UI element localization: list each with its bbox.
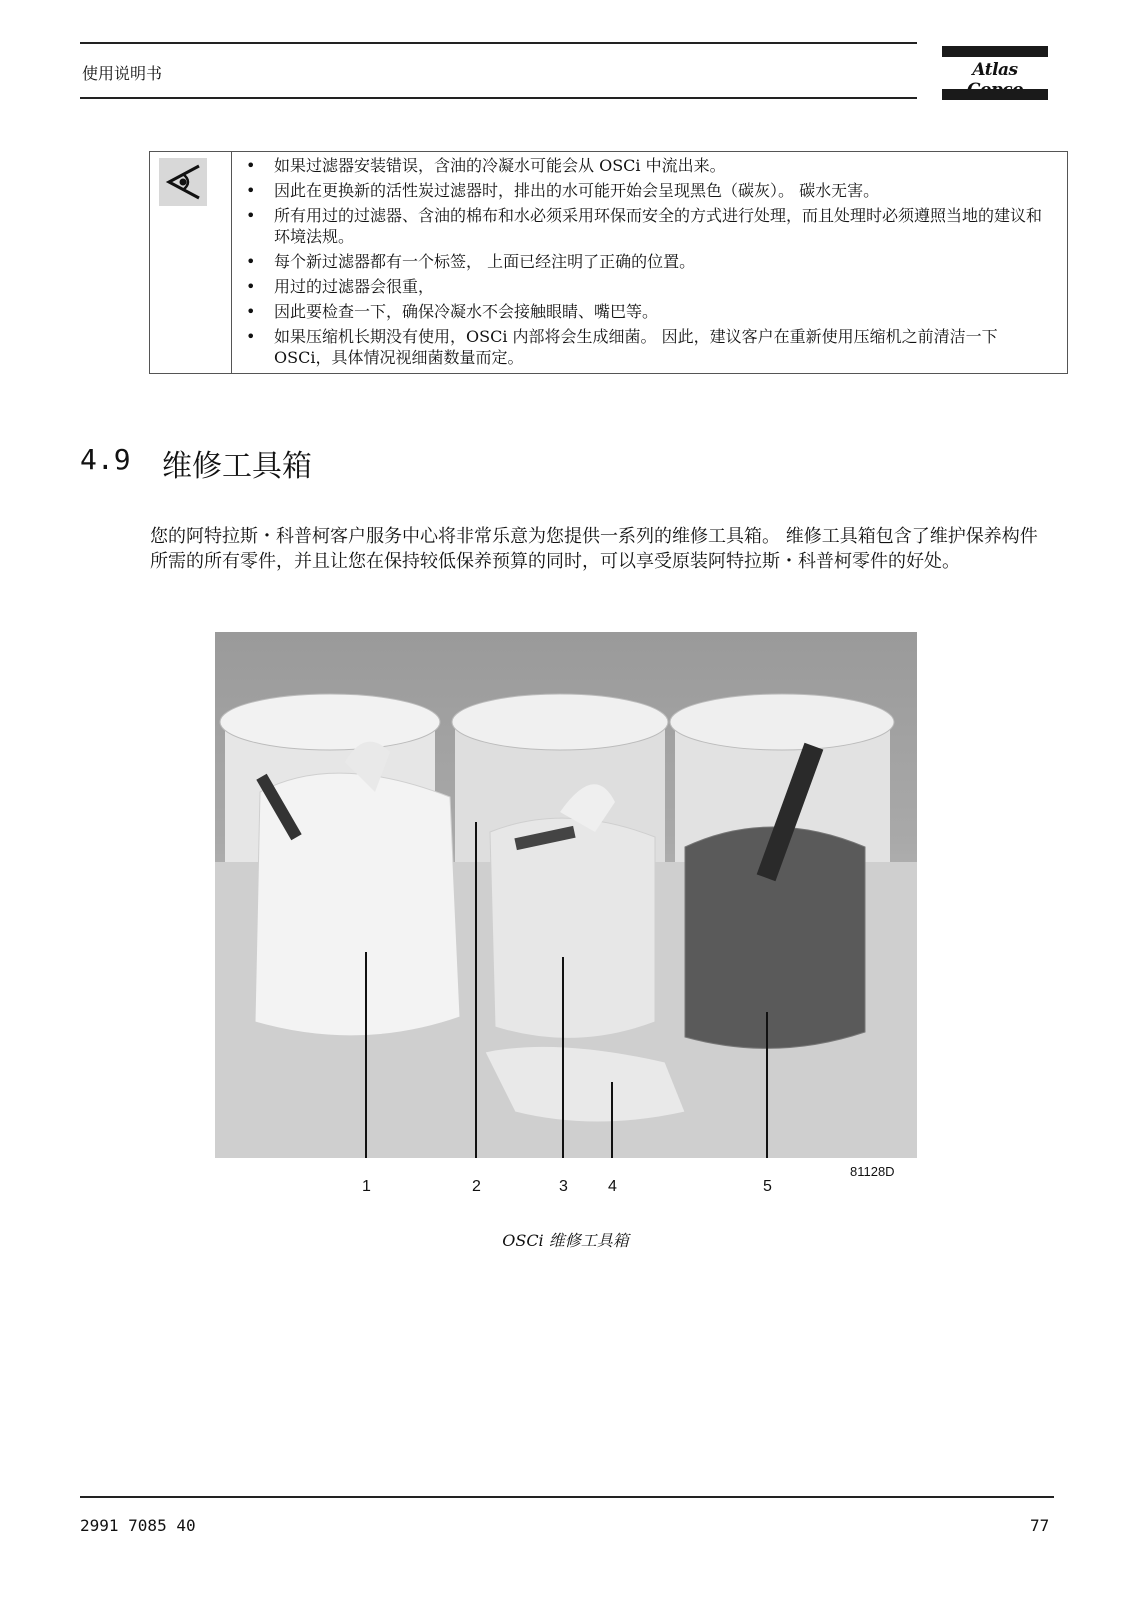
note-item-5: • 用过的过滤器会很重，	[242, 276, 1052, 297]
callout-3: 3	[559, 1178, 568, 1195]
document-number: 2991 7085 40	[80, 1516, 196, 1535]
note-item-1: • 如果过滤器安装错误，含油的冷凝水可能会从 OSCi 中流出来。	[242, 155, 1052, 176]
logo-bar-top	[942, 46, 1048, 57]
header-title: 使用说明书	[82, 64, 163, 83]
callout-1: 1	[362, 1178, 371, 1195]
eye-caution-icon	[159, 158, 207, 206]
note-item-2: • 因此在更换新的活性炭过滤器时，排出的水可能开始会呈现黑色（碳灰）。 碳水无害。	[242, 180, 1052, 201]
section-title: 维修工具箱	[162, 449, 312, 484]
note-item-7: • 如果压缩机长期没有使用，OSCi 内部将会生成细菌。 因此，建议客户在重新使用压缩机之前清洁一下 OSCi，具体情况视细菌数量而定。	[242, 326, 1052, 368]
page-number: 77	[1030, 1516, 1050, 1535]
callout-4: 4	[608, 1178, 617, 1195]
section-number: 4.9	[80, 443, 131, 476]
footer-rule	[80, 1496, 1054, 1498]
service-kit-photo	[215, 632, 917, 1158]
note-item-4: • 每个新过滤器都有一个标签， 上面已经注明了正确的位置。	[242, 251, 1052, 272]
section-paragraph: 您的阿特拉斯・科普柯客户服务中心将非常乐意为您提供一系列的维修工具箱。 维修工具箱包含了维护保养构件所需的所有零件，并且让您在保持较低保养预算的同时，可以享受原装阿特拉斯・科普柯零件的好处。	[150, 526, 1038, 572]
figure-code: 81128D	[850, 1164, 895, 1179]
atlas-copco-logo	[942, 46, 1048, 100]
note-item-3: • 所有用过的过滤器、含油的棉布和水必须采用环保而安全的方式进行处理，而且处理时必须遵照当地的建议和环境法规。	[242, 205, 1052, 247]
caution-note	[149, 151, 1068, 374]
callout-2: 2	[472, 1178, 481, 1195]
note-icon-cell	[150, 152, 232, 373]
header-rule-bottom	[80, 97, 917, 99]
logo-text: Atlas	[972, 60, 1018, 80]
logo-bar-bottom	[942, 89, 1048, 100]
callout-5: 5	[763, 1178, 772, 1195]
header-rule-top	[80, 42, 917, 44]
note-item-6: • 因此要检查一下，确保冷凝水不会接触眼睛、嘴巴等。	[242, 301, 1052, 322]
figure-caption: OSCi 维修工具箱	[502, 1231, 629, 1250]
note-list	[242, 155, 1052, 372]
